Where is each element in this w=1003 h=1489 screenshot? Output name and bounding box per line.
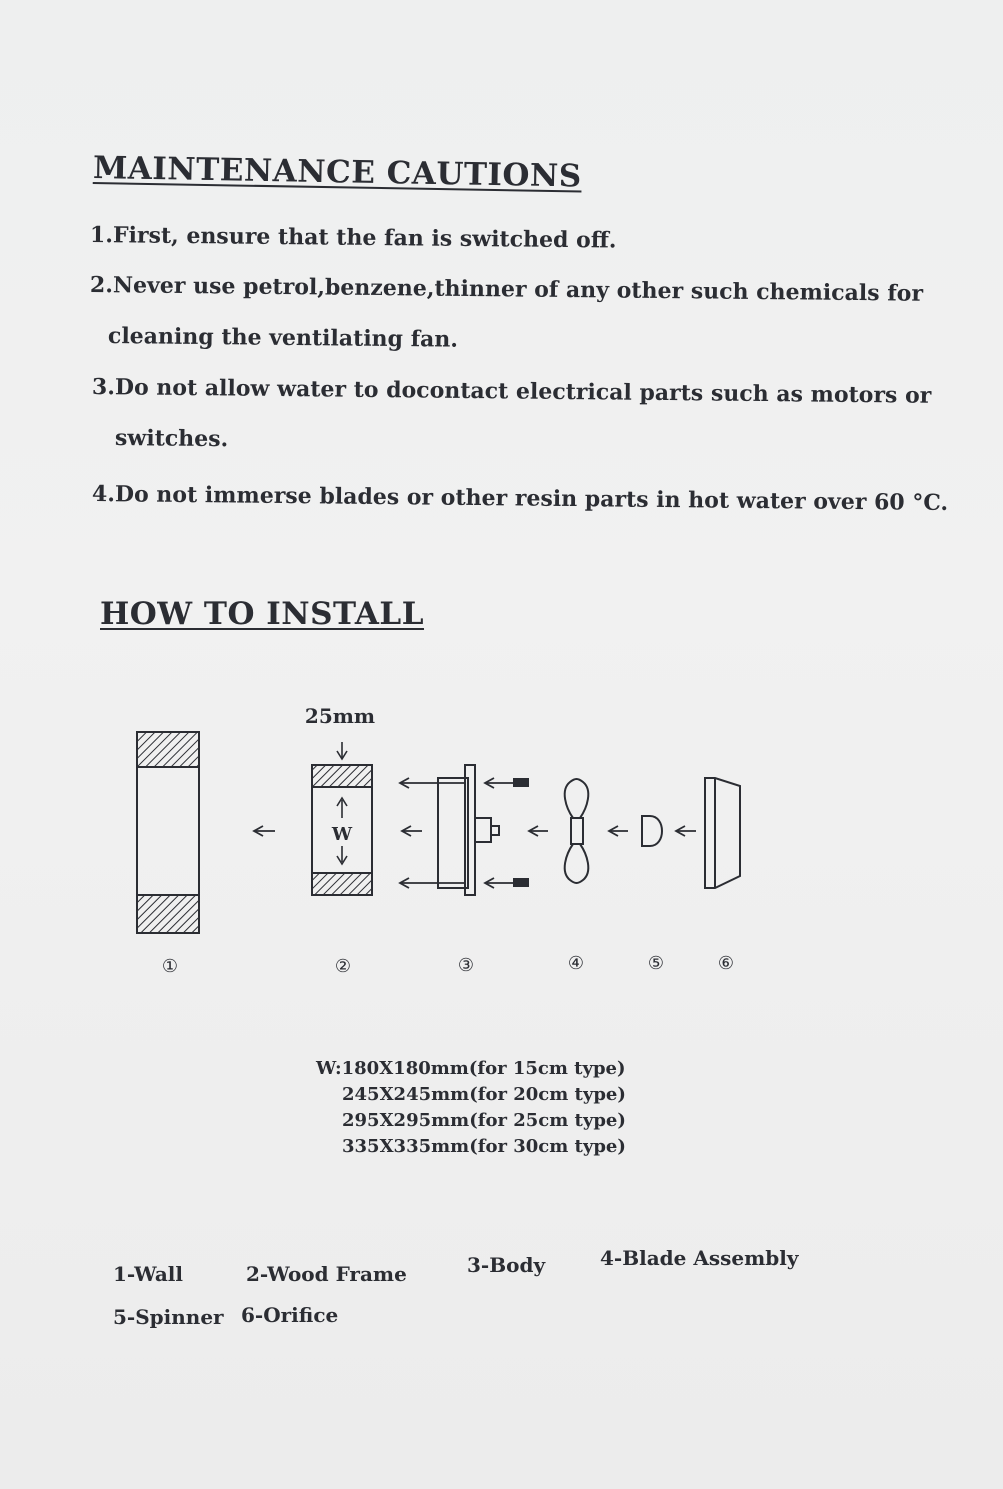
orifice-part bbox=[705, 778, 740, 888]
size-spec-15cm: W:180X180mm(for 15cm type) bbox=[316, 1058, 626, 1079]
size-spec-20cm: 245X245mm(for 20cm type) bbox=[342, 1084, 626, 1105]
part-number-3: ③ bbox=[457, 955, 475, 976]
part-number-2: ② bbox=[334, 956, 352, 977]
caution-item-3-line-1: 3.Do not allow water to docontact electrical parts such as motors or bbox=[91, 374, 932, 409]
legend-spinner: 5-Spinner bbox=[113, 1305, 224, 1329]
maintenance-title: MAINTENANCE CAUTIONS bbox=[92, 150, 583, 195]
part-number-4: ④ bbox=[567, 953, 585, 974]
caution-item-1: 1.First, ensure that the fan is switched off. bbox=[89, 222, 617, 254]
size-spec-25cm: 295X295mm(for 25cm type) bbox=[342, 1110, 626, 1131]
wood-frame-part bbox=[312, 742, 372, 895]
caution-item-3-line-2: switches. bbox=[114, 425, 229, 453]
legend-wood-frame: 2-Wood Frame bbox=[246, 1262, 407, 1286]
install-title: HOW TO INSTALL bbox=[100, 596, 425, 632]
body-part bbox=[438, 765, 528, 895]
part-number-5: ⑤ bbox=[647, 953, 665, 974]
part-number-1: ① bbox=[161, 956, 179, 977]
frame-depth-label: 25mm bbox=[304, 704, 376, 728]
legend-orifice: 6-Orifice bbox=[241, 1303, 339, 1327]
legend-blade-assembly: 4-Blade Assembly bbox=[600, 1246, 799, 1270]
caution-item-2-line-1: 2.Never use petrol,benzene,thinner of any other such chemicals for bbox=[89, 272, 924, 307]
part-number-6: ⑥ bbox=[717, 953, 735, 974]
installation-diagram bbox=[120, 690, 760, 990]
frame-width-label: W bbox=[331, 824, 353, 845]
wall-part bbox=[137, 732, 199, 933]
legend-wall: 1-Wall bbox=[113, 1262, 183, 1286]
caution-item-4: 4.Do not immerse blades or other resin parts in hot water over 60 °C. bbox=[91, 481, 949, 516]
spinner-part bbox=[642, 816, 662, 846]
caution-item-2-line-2: cleaning the ventilating fan. bbox=[107, 323, 459, 353]
legend-body: 3-Body bbox=[467, 1253, 546, 1277]
blade-assembly-part bbox=[565, 779, 589, 883]
size-spec-30cm: 335X335mm(for 30cm type) bbox=[342, 1136, 626, 1157]
